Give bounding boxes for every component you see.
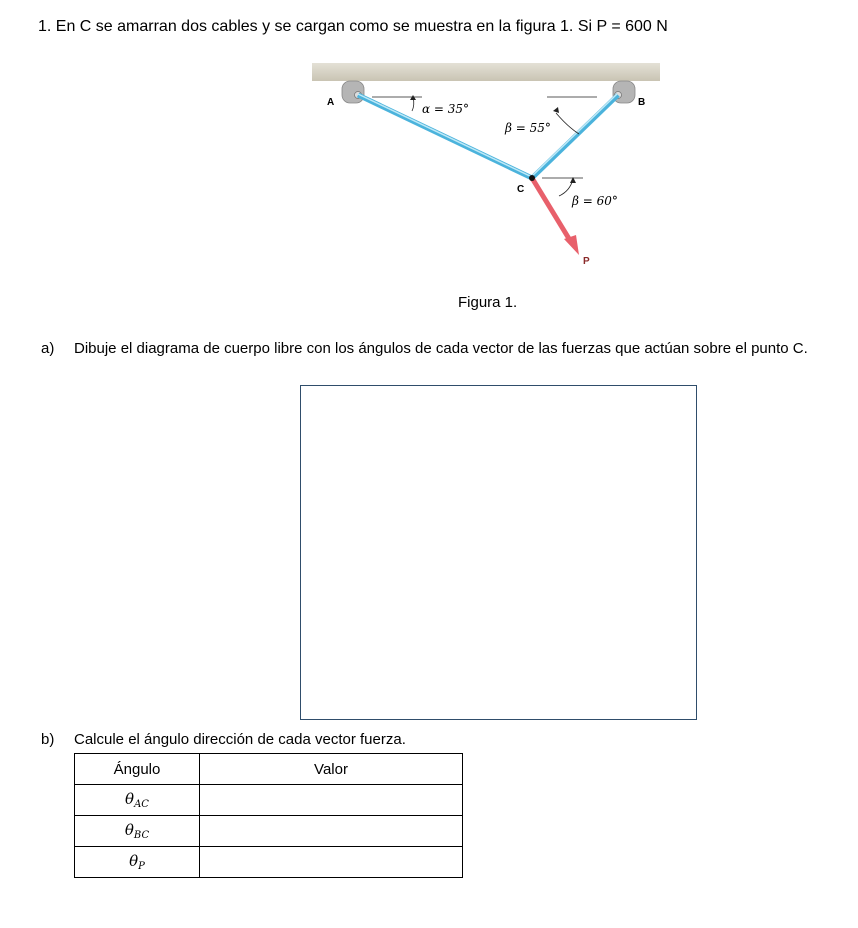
free-body-diagram-box[interactable] — [300, 385, 697, 720]
angle-theta-ac: $\theta_{AC}$ — [75, 785, 200, 816]
ceiling-beam — [312, 63, 660, 81]
part-b-text: Calcule el ángulo dirección de cada vector fuerza. — [74, 731, 406, 748]
node-c — [529, 175, 535, 181]
part-b-label: b) — [41, 731, 55, 748]
header-angulo: Ángulo — [75, 754, 200, 785]
angle-theta-bc: $\theta_{BC}$ — [75, 816, 200, 847]
label-p: P — [583, 256, 590, 267]
label-a: A — [327, 97, 335, 108]
table-row — [75, 816, 463, 847]
table-row — [75, 847, 463, 878]
part-a-text: Dibuje el diagrama de cuerpo libre con los ángulos de cada vector de las fuerzas que actúan sobre el punto C. — [74, 340, 808, 357]
problem-title: 1. En C se amarran dos cables y se cargan como se muestra en la figura 1. Si P = 600 N — [38, 18, 668, 35]
value-theta-p-cell[interactable] — [200, 847, 463, 878]
force-p-arrow — [532, 178, 571, 242]
value-theta-ac-cell[interactable] — [200, 785, 463, 816]
figure-caption: Figura 1. — [458, 294, 518, 311]
part-a-label: a) — [41, 340, 55, 357]
table-header-row — [75, 754, 463, 785]
table-row — [75, 785, 463, 816]
alpha-angle-label: α = 35° — [422, 102, 470, 116]
cable-bc — [532, 95, 618, 178]
header-valor: Valor — [200, 754, 463, 785]
label-b: B — [638, 97, 646, 108]
beta-60-angle-label: β = 60° — [572, 194, 618, 208]
angle-theta-p: $\theta_P$ — [75, 847, 200, 878]
angles-table — [74, 753, 463, 878]
support-a — [342, 81, 364, 103]
label-c: C — [517, 184, 525, 195]
value-theta-bc-cell[interactable] — [200, 816, 463, 847]
beta-55-angle-label: β = 55° — [505, 121, 551, 135]
figure-1-diagram — [300, 55, 670, 275]
